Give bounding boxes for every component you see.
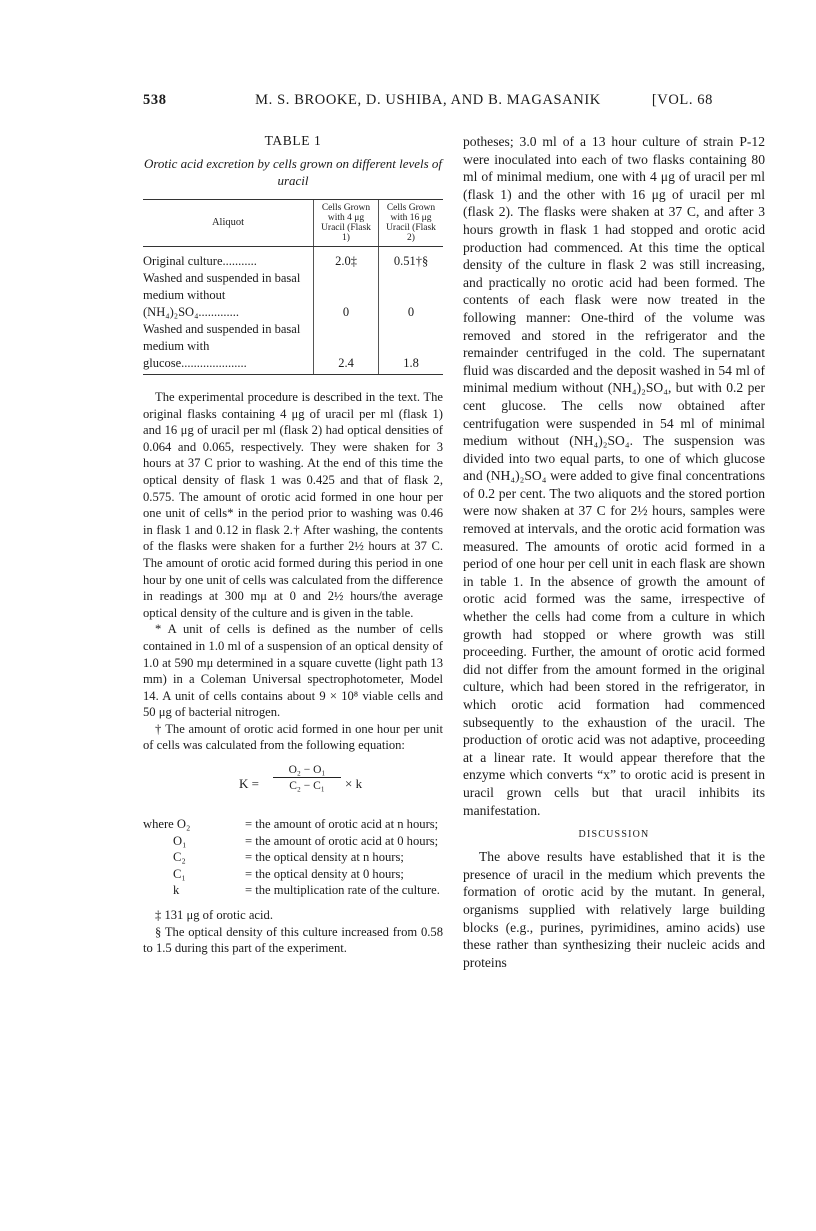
table-row <box>143 247 443 271</box>
definition-row <box>143 866 440 883</box>
definition-text: = the amount of orotic acid at 0 hours; <box>245 833 439 848</box>
definition-row <box>143 882 440 899</box>
definition-text: = the optical density at n hours; <box>245 850 404 865</box>
rate-equation <box>143 764 443 806</box>
equation-fraction <box>273 764 341 792</box>
footnote-double-dagger: ‡ 131 μg of orotic acid. <box>155 908 273 923</box>
equation-denominator: C₂ − C₁ <box>289 780 325 793</box>
running-header <box>143 92 713 116</box>
cell-flask2: 1.8 <box>379 321 444 375</box>
cell-flask2: 0 <box>379 270 444 321</box>
equation-lhs: K = <box>239 776 259 792</box>
definition-symbol: where O₂ <box>143 817 191 832</box>
column-header-flask2: Cells Grown with 16 μg Uracil (Flask 2) <box>379 200 444 247</box>
body-paragraph: potheses; 3.0 ml of a 13 hour culture of strain P-12 were inoculated into each of two flasks containing 80 ml of minimal medium, one with 4 μg of uracil per ml (flask 1) and the other with 16 μg of uracil per ml (flask 2). The flasks were shaken at 37 C, and after 3 hours growth in flask 1 had stopped and orotic acid production had commenced. At this time the optical density of the culture in flask 2 was still increasing, and practically no orotic acid had been formed. The contents of each flask were now treated in the following manner: One-third of the volume was removed and stored in the refrigerator and the remainder centrifuged in the cold. The supernatant fluid was discarded and the deposit washed in 54 ml of minimal medium without (NH₄)₂SO₄, but with 0.2 per cent glucose. The cells now obtained after centrifugation were suspended in 54 ml of minimal medium without (NH₄)₂SO₄. The suspension was divided into two equal parts, to one of which glucose and (NH₄)₂SO₄ were added to give final concentrations of 0.2 per cent. The two aliquots and the stored portion were now shaken at 37 C for 2½ hours, samples were removed at intervals, and the orotic acid formation was measured. The amounts of orotic acid formed in a period of one hour per cell unit in each flask are shown in table 1. In the absence of growth the amount of orotic acid formed was the same, irrespective of whether the cells had come from a culture in which growth had stopped or where growth was still proceeding. Further, the amount of orotic acid formed did not differ from the amount formed in the original culture, which had been stored in the refrigerator, in which orotic acid formation had commenced subsequently to the exhaustion of the uracil. The production of orotic acid was not adaptive, proceeding at a linear rate. It would appear therefore that the enzyme which converts “x” to orotic acid is present in uracil grown cells but that uracil inhibits its manifestation. <box>463 134 765 818</box>
orotic-acid-table <box>143 199 443 375</box>
table-header-row <box>143 200 443 247</box>
table-note-procedure: The experimental procedure is described in the text. The original flasks containing 4 μg of uracil per ml (flask 1) and 16 μg of uracil per ml (flask 2) had optical densities of 0.064 and 0.065, respectively. They were shaken for 3 hours at 37 C prior to washing. At the end of this time the optical density of flask 1 was 0.425 and that of flask 2, 0.575. The amount of orotic acid formed in one hour per one unit of cells* in the period prior to washing was 0.46 in flask 1 and 0.12 in flask 2.† After washing, the contents of the flasks were shaken for a further 2½ hours at 37 C. The amount of orotic acid formed during this period in one hour by one unit of cells was calculated from the difference in readings at 300 mμ at 0 and 2½ hours/the average optical density of the culture and is given in the table. <box>143 390 443 620</box>
definition-symbol: C₁ <box>173 866 186 881</box>
right-column <box>463 133 765 971</box>
column-header-aliquot: Aliquot <box>143 200 314 247</box>
footnote-unit-of-cells: * A unit of cells is defined as the number of cells contained in 1.0 ml of a suspension of an optical density of 1.0 at 590 mμ determined in a square cuvette (light path 13 mm) in a Coleman Universal spectrophotometer, Model 14. A unit of cells contains about 9 × 10⁸ viable cells and 50 μg of bacterial nitrogen. <box>143 622 443 720</box>
equation-rhs: × k <box>345 776 363 792</box>
table-row <box>143 270 443 321</box>
page-number: 538 <box>143 92 167 108</box>
cell-flask1: 0 <box>314 270 379 321</box>
volume-label: [VOL. 68 <box>651 92 713 108</box>
definition-symbol: C₂ <box>173 850 186 865</box>
left-column <box>143 133 443 957</box>
definition-symbol: k <box>173 883 180 898</box>
definition-row <box>143 833 440 850</box>
section-heading-discussion: DISCUSSION <box>578 829 650 841</box>
table-caption: Orotic acid excretion by cells grown on different levels of uracil <box>143 156 443 188</box>
row-label: Original culture........... <box>143 254 257 268</box>
definition-row <box>143 816 440 833</box>
row-label: Washed and suspended in basal medium without (NH₄)₂SO₄............. <box>143 271 301 319</box>
equation-definitions <box>143 816 440 899</box>
row-label: Washed and suspended in basal medium with glucose..................... <box>143 321 314 375</box>
footnote-equation-intro: † The amount of orotic acid formed in one hour per unit of cells was calculated from the following equation: <box>143 721 443 753</box>
equation-numerator: O₂ − O₁ <box>273 764 341 778</box>
cell-flask1: 2.4 <box>314 321 379 375</box>
definition-symbol: O₁ <box>173 833 187 848</box>
table-row <box>143 321 443 375</box>
definition-row <box>143 849 440 866</box>
body-paragraph: The above results have established that it is the presence of uracil in the medium which prevents the formation of orotic acid by the mutant. In general, organisms supplied with relatively large building blocks (e.g., purines, pyrimidines, amino acids) use these rather than synthesizing their nucleic acids and proteins <box>463 849 765 970</box>
running-authors: M. S. BROOKE, D. USHIBA, AND B. MAGASANIK <box>255 92 601 108</box>
footnote-section-sign: § The optical density of this culture increased from 0.58 to 1.5 during this part of the experiment. <box>143 924 443 956</box>
column-header-flask1: Cells Grown with 4 μg Uracil (Flask 1) <box>314 200 379 247</box>
cell-flask2: 0.51†§ <box>379 247 444 271</box>
definition-text: = the multiplication rate of the culture. <box>245 883 440 898</box>
definition-text: = the amount of orotic acid at n hours; <box>245 817 439 832</box>
cell-flask1: 2.0‡ <box>314 247 379 271</box>
definition-text: = the optical density at 0 hours; <box>245 866 404 881</box>
table-title: TABLE 1 <box>264 133 322 148</box>
